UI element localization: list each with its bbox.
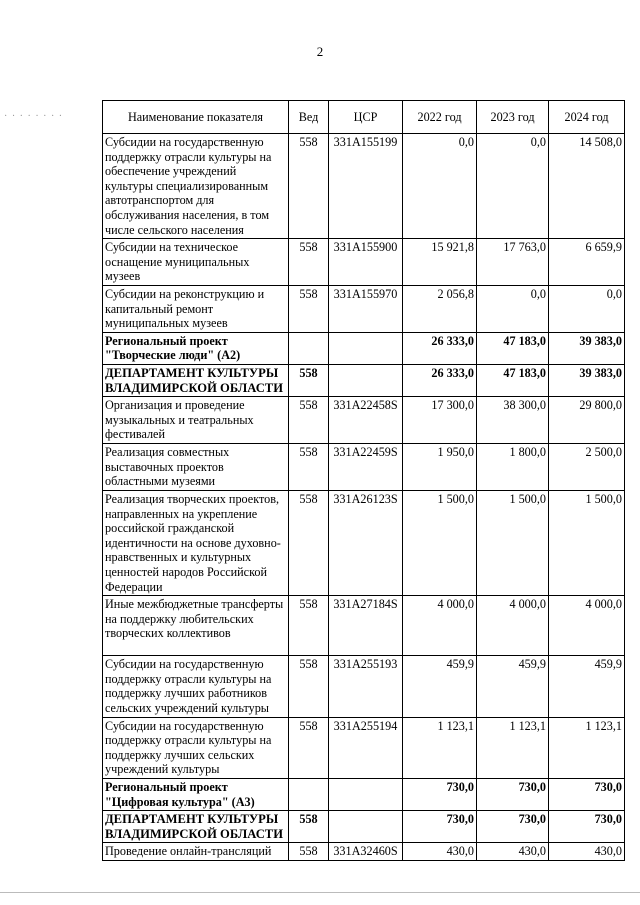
cell-indicator-name: Проведение онлайн-трансляций — [103, 843, 289, 861]
cell-2023: 459,9 — [477, 656, 549, 717]
header-2022: 2022 год — [403, 101, 477, 134]
cell-2023: 38 300,0 — [477, 397, 549, 444]
cell-indicator-name: Субсидии на техническое оснащение муниципальных музеев — [103, 239, 289, 286]
cell-2023: 17 763,0 — [477, 239, 549, 286]
cell-ved — [289, 332, 329, 364]
cell-indicator-name: Субсидии на реконструкцию и капитальный ремонт муниципальных музеев — [103, 285, 289, 332]
cell-indicator-name: Субсидии на государственную поддержку отрасли культуры на поддержку лучших сельских учреждений культуры — [103, 717, 289, 778]
cell-csr: 331A27184S — [329, 596, 403, 656]
table-row — [103, 397, 625, 444]
cell-csr: 331A22459S — [329, 444, 403, 491]
table-row — [103, 717, 625, 778]
cell-indicator-name: Организация и проведение музыкальных и театральных фестивалей — [103, 397, 289, 444]
table-header — [103, 101, 625, 134]
cell-2022: 1 500,0 — [403, 491, 477, 596]
cell-2024: 0,0 — [549, 285, 625, 332]
header-row — [103, 101, 625, 134]
header-2024: 2024 год — [549, 101, 625, 134]
cell-2023: 0,0 — [477, 134, 549, 239]
cell-indicator-name: Региональный проект "Цифровая культура" (А3) — [103, 779, 289, 811]
cell-indicator-name: ДЕПАРТАМЕНТ КУЛЬТУРЫ ВЛАДИМИРСКОЙ ОБЛАСТИ — [103, 364, 289, 396]
cell-2022: 730,0 — [403, 811, 477, 843]
header-indicator-name: Наименование показателя — [103, 101, 289, 134]
cell-csr — [329, 364, 403, 396]
cell-2024: 4 000,0 — [549, 596, 625, 656]
cell-ved: 558 — [289, 843, 329, 861]
cell-2023: 1 123,1 — [477, 717, 549, 778]
cell-2024: 430,0 — [549, 843, 625, 861]
header-2023: 2023 год — [477, 101, 549, 134]
cell-ved: 558 — [289, 656, 329, 717]
cell-2023: 1 800,0 — [477, 444, 549, 491]
cell-2024: 29 800,0 — [549, 397, 625, 444]
cell-ved: 558 — [289, 811, 329, 843]
cell-indicator-name: Субсидии на государственную поддержку отрасли культуры на поддержку лучших работников сельских учреждений культуры — [103, 656, 289, 717]
cell-2024: 6 659,9 — [549, 239, 625, 286]
cell-csr: 331A32460S — [329, 843, 403, 861]
cell-csr — [329, 332, 403, 364]
cell-2024: 459,9 — [549, 656, 625, 717]
cell-2024: 2 500,0 — [549, 444, 625, 491]
cell-2023: 47 183,0 — [477, 332, 549, 364]
cell-indicator-name: Реализация совместных выставочных проектов областными музеями — [103, 444, 289, 491]
cell-2024: 39 383,0 — [549, 364, 625, 396]
cell-ved: 558 — [289, 444, 329, 491]
department-total-row — [103, 811, 625, 843]
table-row — [103, 656, 625, 717]
cell-2023: 430,0 — [477, 843, 549, 861]
cell-csr: 331A255193 — [329, 656, 403, 717]
page-bottom-edge — [0, 892, 640, 893]
cell-ved: 558 — [289, 364, 329, 396]
cell-2024: 730,0 — [549, 811, 625, 843]
cell-csr: 331A255194 — [329, 717, 403, 778]
table-row — [103, 285, 625, 332]
header-ved: Вед — [289, 101, 329, 134]
cell-csr: 331A26123S — [329, 491, 403, 596]
cell-indicator-name: Реализация творческих проектов, направленных на укрепление российской гражданской идентичности на основе духовно-нравственных и культурных ценностей народов Российской Федерации — [103, 491, 289, 596]
cell-2022: 430,0 — [403, 843, 477, 861]
cell-ved: 558 — [289, 717, 329, 778]
header-csr: ЦСР — [329, 101, 403, 134]
cell-2022: 4 000,0 — [403, 596, 477, 656]
cell-2022: 459,9 — [403, 656, 477, 717]
cell-2022: 26 333,0 — [403, 332, 477, 364]
cell-csr: 331A155199 — [329, 134, 403, 239]
cell-2022: 1 123,1 — [403, 717, 477, 778]
cell-ved: 558 — [289, 491, 329, 596]
cell-2023: 730,0 — [477, 811, 549, 843]
cell-ved — [289, 779, 329, 811]
cell-2024: 730,0 — [549, 779, 625, 811]
department-total-row — [103, 364, 625, 396]
cell-csr: 331A22458S — [329, 397, 403, 444]
cell-indicator-name: Субсидии на государственную поддержку отрасли культуры на обеспечение учреждений культуры специализированным автотранспортом для обслуживания населения, в том числе сельского населения — [103, 134, 289, 239]
cell-ved: 558 — [289, 397, 329, 444]
cell-2023: 47 183,0 — [477, 364, 549, 396]
table-row — [103, 134, 625, 239]
cell-ved: 558 — [289, 596, 329, 656]
cell-ved: 558 — [289, 134, 329, 239]
cell-csr: 331A155900 — [329, 239, 403, 286]
table-body — [103, 134, 625, 861]
cell-indicator-name: Региональный проект "Творческие люди" (А2) — [103, 332, 289, 364]
project-total-row — [103, 779, 625, 811]
cell-2024: 1 500,0 — [549, 491, 625, 596]
cell-ved: 558 — [289, 239, 329, 286]
cell-2022: 17 300,0 — [403, 397, 477, 444]
project-total-row — [103, 332, 625, 364]
table-row — [103, 444, 625, 491]
cell-2024: 14 508,0 — [549, 134, 625, 239]
cell-2023: 4 000,0 — [477, 596, 549, 656]
page-number: 2 — [316, 44, 324, 59]
cell-indicator-name: ДЕПАРТАМЕНТ КУЛЬТУРЫ ВЛАДИМИРСКОЙ ОБЛАСТИ — [103, 811, 289, 843]
cell-2022: 730,0 — [403, 779, 477, 811]
cell-2022: 15 921,8 — [403, 239, 477, 286]
cell-csr: 331A155970 — [329, 285, 403, 332]
table-row — [103, 239, 625, 286]
cell-2023: 730,0 — [477, 779, 549, 811]
cell-2022: 1 950,0 — [403, 444, 477, 491]
cell-2022: 0,0 — [403, 134, 477, 239]
table-row — [103, 843, 625, 861]
cell-csr — [329, 779, 403, 811]
cell-2022: 26 333,0 — [403, 364, 477, 396]
margin-marks: · · · · · · · · — [4, 111, 64, 122]
table-row — [103, 596, 625, 656]
cell-2024: 39 383,0 — [549, 332, 625, 364]
cell-csr — [329, 811, 403, 843]
cell-2023: 0,0 — [477, 285, 549, 332]
cell-2024: 1 123,1 — [549, 717, 625, 778]
cell-indicator-name: Иные межбюджетные трансферты на поддержку любительских творческих коллективов — [103, 596, 289, 656]
table-row — [103, 491, 625, 596]
cell-2022: 2 056,8 — [403, 285, 477, 332]
cell-ved: 558 — [289, 285, 329, 332]
budget-table — [102, 100, 625, 861]
cell-2023: 1 500,0 — [477, 491, 549, 596]
